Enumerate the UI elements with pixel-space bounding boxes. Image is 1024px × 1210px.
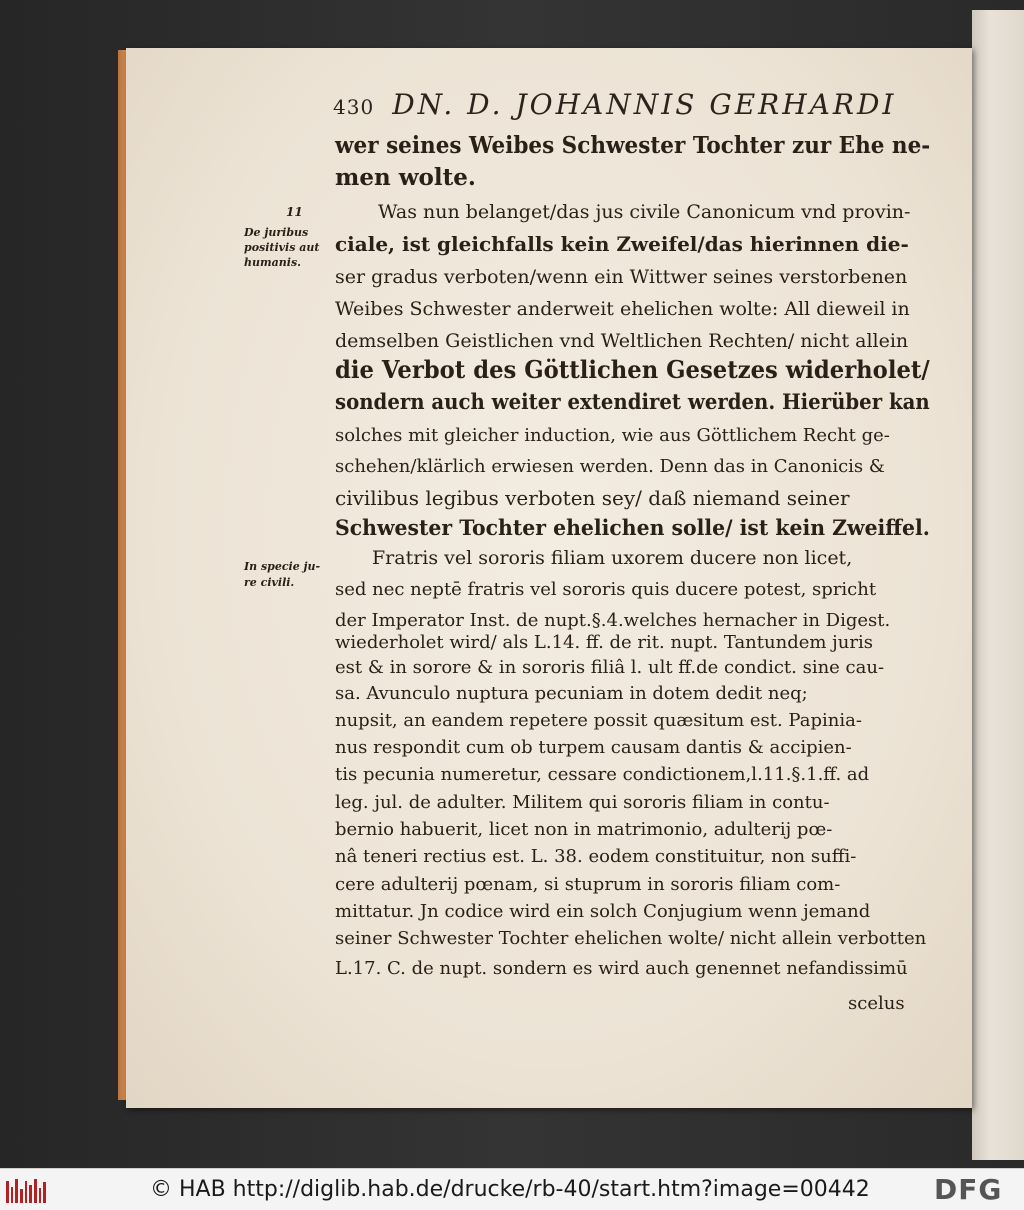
text-line: solches mit gleicher induction, wie aus Göttlichem Recht ge- <box>335 425 890 446</box>
margin-note-line: re civili. <box>244 576 295 589</box>
text-line: leg. jul. de adulter. Militem qui sororis filiam in contu- <box>335 792 830 813</box>
text-line: mittatur. Jn codice wird ein solch Conjugium wenn jemand <box>335 901 871 922</box>
text-line: der Imperator Inst. de nupt.§.4.welches hernacher in Digest. <box>335 610 891 631</box>
margin-note-line: positivis aut <box>244 241 320 254</box>
text-line: wer seines Weibes Schwester Tochter zur Ehe ne- <box>335 132 931 159</box>
running-head <box>333 88 897 122</box>
margin-number: 11 <box>286 205 303 219</box>
dfg-logo: DFG <box>934 1173 1003 1206</box>
hab-logo-icon <box>6 1177 46 1203</box>
adjacent-page-edge <box>972 10 1024 1160</box>
running-head-title: DN. D. JOHANNIS GERHARDI <box>392 88 897 121</box>
margin-note-line: In specie ju- <box>244 560 321 573</box>
text-line: ser gradus verboten/wenn ein Wittwer seines verstorbenen <box>335 266 908 288</box>
text-line: sed nec neptē fratris vel sororis quis ducere potest, spricht <box>335 579 877 600</box>
text-line: schehen/klärlich erwiesen werden. Denn das in Canonicis & <box>335 456 885 477</box>
text-line: sa. Avunculo nuptura pecuniam in dotem dedit neq; <box>335 683 808 704</box>
copyright-link[interactable]: © HAB http://diglib.hab.de/drucke/rb-40/start.htm?image=00442 <box>150 1177 870 1202</box>
text-line: wiederholet wird/ als L.14. ff. de rit. nupt. Tantundem juris <box>335 632 873 653</box>
text-line: est & in sorore & in sororis filiâ l. ult ff.de condict. sine cau- <box>335 657 885 678</box>
page-number: 430 <box>333 95 375 119</box>
text-line: men wolte. <box>335 164 476 191</box>
text-line: Was nun belanget/das jus civile Canonicum vnd provin- <box>378 201 911 223</box>
text-line: seiner Schwester Tochter ehelichen wolte/ nicht allein verbotten <box>335 928 927 949</box>
text-line: sondern auch weiter extendiret werden. Hierüber kan <box>335 389 930 414</box>
text-line: bernio habuerit, licet non in matrimonio, adulterij pœ- <box>335 819 833 840</box>
text-line: nupsit, an eandem repetere possit quæsitum est. Papinia- <box>335 710 862 731</box>
text-line: cere adulterij pœnam, si stuprum in sororis filiam com- <box>335 874 841 895</box>
text-line: civilibus legibus verboten sey/ daß niemand seiner <box>335 486 850 510</box>
text-line: Weibes Schwester anderweit ehelichen wolte: All dieweil in <box>335 298 910 320</box>
footer-bar <box>0 1168 1024 1210</box>
margin-note-line: De juribus <box>244 226 309 239</box>
text-line: ciale, ist gleichfalls kein Zweifel/das hierinnen die- <box>335 232 909 256</box>
catchword: scelus <box>848 993 905 1014</box>
text-line: L.17. C. de nupt. sondern es wird auch genennet nefandissimū <box>335 958 908 979</box>
text-line: Fratris vel sororis filiam uxorem ducere non licet, <box>372 547 853 569</box>
text-line: tis pecunia numeretur, cessare condictionem,l.11.§.1.ff. ad <box>335 764 870 785</box>
margin-note-line: humanis. <box>244 256 301 269</box>
text-line: die Verbot des Göttlichen Gesetzes widerholet/ <box>335 355 930 384</box>
text-line: nus respondit cum ob turpem causam dantis & accipien- <box>335 737 852 758</box>
text-line: demselben Geistlichen vnd Weltlichen Rechten/ nicht allein <box>335 330 909 352</box>
text-line: Schwester Tochter ehelichen solle/ ist kein Zweiffel. <box>335 515 930 540</box>
text-line: nâ teneri rectius est. L. 38. eodem constituitur, non suffi- <box>335 846 857 867</box>
